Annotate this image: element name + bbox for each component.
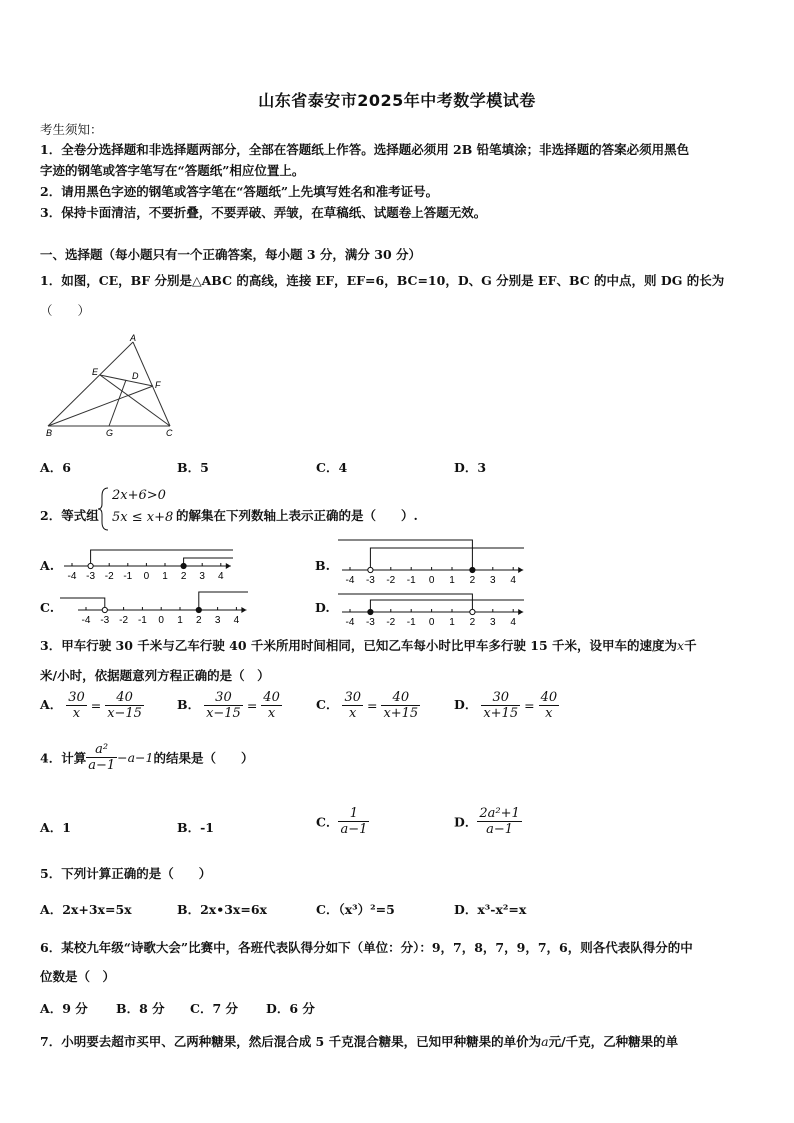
q5-option-a[interactable]: A．2x+3x=5x	[40, 902, 132, 917]
q4-rest: −a−1	[117, 750, 154, 765]
q4-c-letter: C．	[316, 814, 339, 830]
tick-label: -1	[123, 571, 133, 582]
q2-option-c-letter[interactable]: C.	[40, 600, 55, 615]
q4-d-frac: $\frac{\text{2a²+1}}{a-1}$	[479, 806, 520, 837]
tick-label: 4	[510, 617, 516, 628]
label-B: B	[46, 428, 53, 438]
tick-label: 2	[196, 615, 202, 626]
q3-b-left-frac: $\frac{30}{x-15}$	[206, 690, 241, 721]
tick-label: 2	[469, 575, 476, 586]
tick-label: 3	[199, 571, 205, 582]
q3-c-right-frac: $\frac{40}{x+15}$	[383, 690, 419, 721]
q2-numberline-b	[336, 536, 526, 586]
q1-option-d[interactable]: D．3	[454, 460, 487, 475]
label-A: A	[130, 333, 137, 343]
section-heading: 一、选择题（每小题只有一个正确答案，每小题 3 分，满分 30 分）	[40, 247, 422, 262]
q4-option-b[interactable]: B．-1	[177, 820, 214, 835]
tick-label: -4	[345, 617, 355, 628]
q1-triangle-figure	[40, 330, 190, 440]
q3-text-line2: 米/小时，依据题意列方程正确的是（ ）	[40, 668, 270, 683]
open-endpoint	[88, 563, 93, 568]
tick-label: -1	[406, 617, 416, 628]
tick-label: 0	[428, 617, 435, 628]
solution-ray	[60, 598, 105, 610]
tick-label: 1	[162, 571, 168, 582]
q4-prefix: 4．计算	[40, 750, 87, 766]
notice-item-3: 3．保持卡面清洁，不要折叠，不要弄破、弄皱，在草稿纸、试题卷上答题无效。	[40, 205, 487, 220]
q2-numberline-a	[58, 540, 238, 586]
q2-ineq-1: 2x+6>0	[112, 488, 166, 503]
tick-label: -4	[81, 615, 91, 626]
q3-b-letter: B．	[177, 697, 201, 712]
q4-option-d[interactable]	[454, 806, 522, 837]
q6-option-b[interactable]: B．8 分	[116, 1001, 165, 1016]
q3-c-left-frac: $\frac{30}{x}$	[344, 690, 361, 721]
axis-arrow	[518, 609, 523, 615]
q1-text: 1．如图，CE，BF 分别是△ABC 的高线，连接 EF，EF=6，BC=10，D、G 分别是 EF、BC 的中点，则 DG 的长为	[40, 273, 725, 288]
page-title: 山东省泰安市2025年中考数学模试卷	[258, 91, 536, 110]
q3-a-letter: A．	[40, 697, 63, 712]
q3-option-b[interactable]: B． $\frac{30}{x-15}$ = $\frac{40}{x}$	[177, 690, 280, 721]
q5-option-b[interactable]: B．2x•3x=6x	[177, 902, 267, 917]
q5-option-c[interactable]: C．（x³）²=5	[316, 902, 395, 917]
q4-suffix: 的结果是（ ）	[153, 750, 254, 766]
q7-text-end: 元/千克，乙种糖果的单	[548, 1034, 679, 1049]
tick-label: 1	[449, 617, 455, 628]
q3-text-main: 3．甲车行驶 30 千米与乙车行驶 40 千米所用时间相同，已知乙车每小时比甲车多行驶 15 千米，设甲车的速度为	[40, 638, 677, 653]
tick-label: 4	[510, 575, 516, 586]
q4-d-letter: D．	[454, 814, 478, 830]
label-E: E	[92, 367, 99, 377]
q1-option-b[interactable]: B．5	[177, 460, 209, 475]
closed-endpoint	[181, 563, 186, 568]
q7-text-main: 7．小明要去超市买甲、乙两种糖果，然后混合成 5 千克混合糖果，已知甲种糖果的单价为	[40, 1034, 542, 1049]
q3-option-a[interactable]: A． $\frac{30}{x}$ = $\frac{40}{x-15}$	[40, 690, 142, 721]
q1-option-a[interactable]: A．6	[40, 460, 71, 475]
axis-arrow	[518, 567, 523, 573]
q4-fraction: $\frac{\text{a²}}{a-1}$	[88, 742, 116, 773]
q2-option-d-letter[interactable]: D.	[315, 600, 330, 615]
q6-option-d[interactable]: D．6 分	[266, 1001, 315, 1016]
q4-option-c[interactable]	[316, 806, 369, 837]
q6-option-a[interactable]: A．9 分	[40, 1001, 88, 1016]
tick-label: 0	[428, 575, 435, 586]
solution-ray	[370, 600, 524, 612]
tick-label: -2	[386, 575, 396, 586]
q2-ineq-2: 5x ≤ x+8	[112, 510, 174, 525]
q2-suffix: 的解集在下列数轴上表示正确的是（ ）.	[176, 508, 418, 523]
tick-label: 2	[469, 617, 476, 628]
label-C: C	[166, 428, 173, 438]
open-endpoint	[102, 607, 107, 612]
q3-d-letter: D．	[454, 697, 478, 712]
tick-label: -3	[100, 615, 110, 626]
tick-label: 3	[214, 615, 221, 626]
tick-label: -3	[365, 617, 375, 628]
q4-option-a[interactable]: A．1	[40, 820, 71, 835]
notice-item-1: 1．全卷分选择题和非选择题两部分，全部在答题纸上作答。选择题必须用 2B 铅笔填涂；非选择题的答案必须用黑色	[40, 142, 690, 157]
tick-label: 3	[490, 617, 496, 628]
q2-prefix: 2．等式组	[40, 508, 99, 523]
q2-numberline-d	[336, 586, 526, 628]
axis-arrow	[241, 607, 246, 613]
axis-arrow	[226, 563, 231, 569]
q3-var: x	[677, 638, 685, 653]
q3-option-c[interactable]: C． $\frac{30}{x}$ = $\frac{40}{x+15}$	[316, 690, 419, 721]
q7-text-line1	[40, 1032, 678, 1050]
tick-label: -2	[119, 615, 129, 626]
q3-option-d[interactable]: D． $\frac{30}{x+15}$ = $\frac{40}{x}$	[454, 690, 558, 721]
notice-heading: 考生须知：	[40, 122, 103, 137]
q2-numberline-c	[58, 584, 248, 626]
q3-text-end: 千	[684, 638, 697, 653]
q7-var: a	[541, 1034, 549, 1049]
solution-ray	[199, 592, 248, 610]
q5-text: 5．下列计算正确的是（ ）	[40, 866, 212, 881]
label-D: D	[132, 371, 139, 381]
tick-label: -1	[137, 615, 147, 626]
open-endpoint	[368, 567, 373, 572]
q4-question	[40, 742, 254, 773]
tick-label: -3	[365, 575, 375, 586]
closed-endpoint	[368, 609, 373, 614]
q5-option-d[interactable]: D．x³-x²=x	[454, 902, 527, 917]
solution-ray	[370, 548, 524, 570]
tick-label: 1	[449, 575, 455, 586]
label-G: G	[106, 428, 114, 438]
tick-label: 0	[158, 615, 164, 626]
tick-label: -3	[86, 571, 96, 582]
q2-option-b-letter[interactable]: B.	[315, 558, 330, 573]
tick-label: -1	[406, 575, 416, 586]
q2-option-a-letter[interactable]: A.	[40, 558, 55, 573]
solution-ray	[184, 558, 233, 566]
tick-label: 0	[143, 571, 150, 582]
q3-a-right-frac: $\frac{40}{x-15}$	[107, 690, 142, 721]
tick-label: -2	[104, 571, 114, 582]
open-endpoint	[470, 609, 475, 614]
q3-text-line1	[40, 636, 697, 654]
notice-item-2: 2．请用黑色字迹的钢笔或答字笔在“答题纸”上先填写姓名和准考证号。	[40, 184, 439, 199]
closed-endpoint	[196, 607, 201, 612]
q6-text-line1: 6．某校九年级“诗歌大会”比赛中，各班代表队得分如下（单位：分）：9，7，8，7，9，7，6，则各代表队得分的中	[40, 940, 693, 955]
tick-label: 2	[180, 571, 187, 582]
q1-paren: （ ）	[40, 303, 91, 318]
q6-option-c[interactable]: C．7 分	[190, 1001, 238, 1016]
notice-item-1-cont: 字迹的钢笔或答字笔写在“答题纸”相应位置上。	[40, 163, 305, 178]
q4-c-frac: $\frac{1}{a-1}$	[340, 806, 368, 837]
q3-b-right-frac: $\frac{40}{x}$	[263, 690, 280, 721]
q2-brace	[98, 486, 110, 532]
q6-text-line2: 位数是（ ）	[40, 969, 116, 984]
q1-option-c[interactable]: C．4	[316, 460, 348, 475]
tick-label: -4	[345, 575, 355, 586]
tick-label: 3	[490, 575, 496, 586]
label-F: F	[155, 380, 161, 390]
solution-ray	[338, 540, 472, 570]
q3-d-right-frac: $\frac{40}{x}$	[540, 690, 558, 721]
q3-c-letter: C．	[316, 697, 339, 712]
tick-label: -2	[386, 617, 396, 628]
q3-d-left-frac: $\frac{30}{x+15}$	[483, 690, 519, 721]
tick-label: 4	[233, 615, 240, 626]
closed-endpoint	[470, 567, 475, 572]
tick-label: 4	[218, 571, 224, 582]
tick-label: -4	[67, 571, 77, 582]
q3-a-left-frac: $\frac{30}{x}$	[68, 690, 85, 721]
tick-label: 1	[177, 615, 183, 626]
